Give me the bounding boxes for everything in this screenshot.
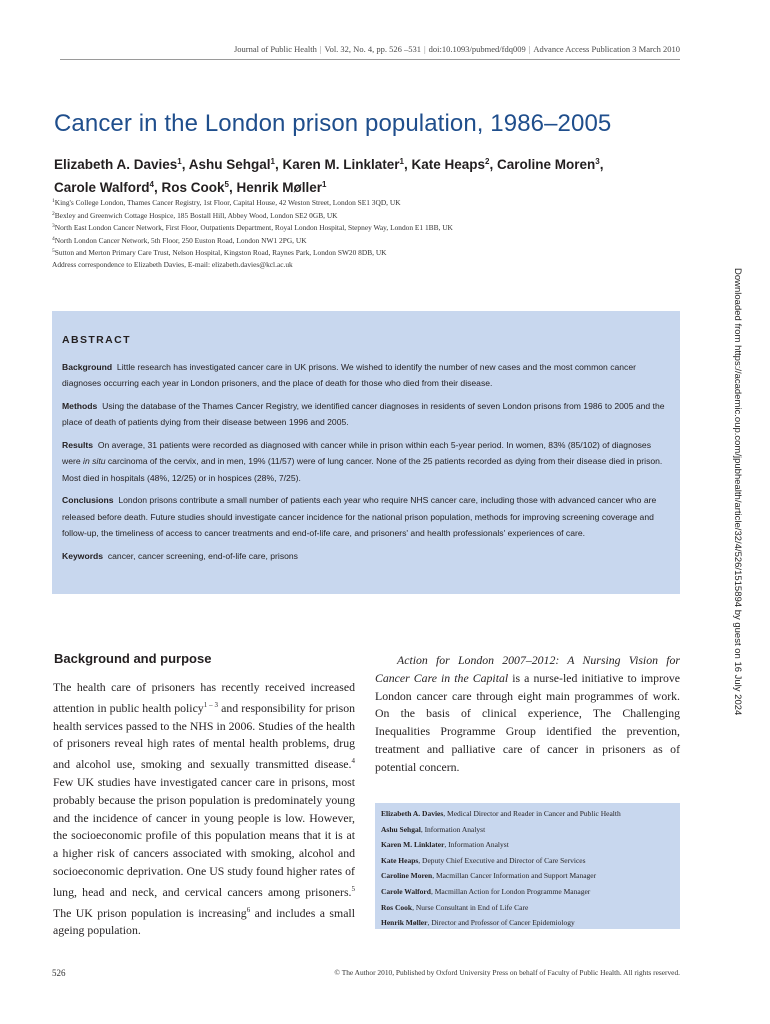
author-affiliation-marker: 3 xyxy=(595,157,600,166)
author-affiliation-marker: 4 xyxy=(149,180,154,189)
affiliation-item: $^4$North London Cancer Network, 5th Floor, 250 Euston Road, London NW1 2PG, UK xyxy=(52,235,307,245)
author-name: Ashu Sehgal xyxy=(188,157,271,172)
correspondence-address: Address correspondence to Elizabeth Davies, E-mail: elizabeth.davies@kcl.ac.uk xyxy=(52,259,293,269)
affiliation-list xyxy=(52,196,692,271)
citation-ref[interactable]: 4 xyxy=(351,757,355,766)
author-name: Elizabeth A. Davies xyxy=(54,157,178,172)
author-name: Caroline Moren xyxy=(497,157,596,172)
abstract-conclusions: Conclusions London prisons contribute a small number of patients each year who require NHS cancer care, including those with advanced cancer who are released before death. Future studies should investigate cancer incidence for the national prison population, methods for improving screening coverage and follow-up, the timeliness of access to cancer treatments and end-of-life care, and prisoners' and health professionals' experiences of care. xyxy=(62,495,657,538)
author-affiliation-marker: 1 xyxy=(322,180,327,189)
journal-volume: Vol. 32, No. 4, pp. 526 –531 xyxy=(324,44,421,54)
citation-ref[interactable]: 5 xyxy=(351,884,355,893)
author-affiliation-marker: 1 xyxy=(399,157,404,166)
article-title: Cancer in the London prison population, 1986–2005 xyxy=(54,110,612,137)
contributor-item: Caroline Moren, Macmillan Cancer Information and Support Manager xyxy=(381,871,597,881)
download-watermark: Downloaded from https://academic.oup.com/jpubhealth/article/32/4/526/1515894 by guest on 16 July 2024 xyxy=(732,268,743,716)
abstract-methods: Methods Using the database of the Thames Cancer Registry, we identified cancer diagnoses in residents of seven London prisons from 1986 to 2005 and the place of death of patients dying from their disease between 1996 and 2005. xyxy=(62,400,665,427)
journal-header: Journal of Public Health | Vol. 32, No. 4, pp. 526 –531 | doi:10.1093/pubmed/fdq009 | Advance Access Publication 3 March 2010 xyxy=(60,44,680,60)
author-affiliation-marker: 1 xyxy=(270,157,275,166)
contributor-item: Karen M. Linklater, Information Analyst xyxy=(381,840,509,850)
page-number: 526 xyxy=(52,968,66,978)
abstract-results: Results On average, 31 patients were recorded as diagnosed with cancer while in prison within each 5-year period. In women, 83% (85/102) of diagnoses were in situ carcinoma of the cervix, and in men, 19% (11/57) were of lung cancer. None of the 25 patients recorded as dying from their disease died in prison. Most died in hospitals (48%, 12/25) or in hospices (28%, 7/25). xyxy=(62,439,663,483)
author-affiliation-marker: 1 xyxy=(177,157,182,166)
abstract-heading: ABSTRACT xyxy=(62,334,131,346)
author-list: Elizabeth A. Davies$^1$, Ashu Sehgal$^1$, Karen M. Linklater$^1$, Kate Heaps$^2$, Caroline Moren$^3$, Carole Walford$^4$, Ros Cook$^5$, Henrik Møller$^1$ xyxy=(54,157,604,195)
affiliation-item: $^2$Bexley and Greenwich Cottage Hospice, 185 Bostall Hill, Abbey Wood, London SE2 0GB, UK xyxy=(52,210,338,220)
section-heading: Background and purpose xyxy=(54,651,212,666)
abstract-keywords: Keywords cancer, cancer screening, end-of-life care, prisons xyxy=(62,550,298,561)
abstract-background: Background Little research has investigated cancer care in UK prisons. We wished to identify the number of new cases and the most common cancer diagnoses occurring each year in London prisoners, and the place of death for those who died from their disease. xyxy=(62,361,636,388)
citation-ref[interactable]: 1 – 3 xyxy=(203,700,219,709)
copyright-notice: © The Author 2010, Published by Oxford University Press on behalf of Faculty of Public Health. All rights reserved. xyxy=(334,968,680,977)
journal-name: Journal of Public Health xyxy=(233,44,317,54)
citation-ref[interactable]: 6 xyxy=(246,905,251,914)
abstract-box xyxy=(52,311,680,594)
contributor-item: Ashu Sehgal, Information Analyst xyxy=(381,824,486,834)
author-affiliation-marker: 5 xyxy=(224,180,229,189)
author-affiliation-marker: 2 xyxy=(485,157,490,166)
contributor-item: Ros Cook, Nurse Consultant in End of Life Care xyxy=(381,902,529,912)
affiliation-item: $^5$Sutton and Merton Primary Care Trust, Nelson Hospital, Kingston Road, Raynes Park, London SW20 8DB, UK xyxy=(52,248,387,258)
body-paragraph: The health care of prisoners has recently received increased attention in public health policy$^{1 - 3}$ and responsibility for prison health services passed to the NHS in 2006. Studies of the health of prisoners reveal high rates of mental health problems, drug and alcohol use, smoking and sexually transmitted disease.$^4$ Few UK studies have investigated cancer care in prisons, most probably because the prison population is predominately young and the incidence of cancer in young people is low. However, the socioeconomic profile of this population means that it is at a higher risk of cancers associated with smoking, alcohol and socioeconomic deprivation. One US study found higher rates of lung, head and neck, and cervical cancers among prisoners.$^5$ The UK prison population is increasing$^6$ and includes a small ageing population. xyxy=(53,680,355,938)
contributor-item: Kate Heaps, Deputy Chief Executive and Director of Care Services xyxy=(381,855,586,865)
body-paragraph: Action for London 2007–2012: A Nursing Vision for Cancer Care in the Capital is a nurse-led initiative to improve London cancer care through eight main programmes of work. On the basis of clinical experience, The Challenging Inequalities Programme Group identified the prevention, treatment and palliative care of cancer in prisoners as of potential concern. xyxy=(375,653,681,774)
contributor-item: Carole Walford, Macmillan Action for London Programme Manager xyxy=(381,886,591,896)
access-date: Advance Access Publication 3 March 2010 xyxy=(533,44,680,54)
doi-link[interactable]: doi:10.1093/pubmed/fdq009 xyxy=(428,44,526,54)
author-name: Carole Walford xyxy=(54,180,150,195)
body-column-right xyxy=(375,652,680,777)
author-name: Kate Heaps xyxy=(411,157,486,172)
contributors-box xyxy=(375,803,680,929)
affiliation-item: $^3$North East London Cancer Network, First Floor, Outpatients Department, Royal London Hospital, Stepney Way, London E1 1BB, UK xyxy=(52,223,453,233)
author-name: Ros Cook xyxy=(161,180,225,195)
body-column-left xyxy=(53,679,355,940)
contributor-item: Henrik Møller, Director and Professor of Cancer Epidemiology xyxy=(381,918,575,928)
author-name: Henrik Møller xyxy=(236,180,322,195)
contributor-item: Elizabeth A. Davies, Medical Director and Reader in Cancer and Public Health xyxy=(381,809,621,818)
affiliation-item: $^1$King's College London, Thames Cancer Registry, 1st Floor, Capital House, 42 Weston Street, London SE1 3QD, UK xyxy=(52,198,401,207)
author-name: Karen M. Linklater xyxy=(282,157,400,172)
